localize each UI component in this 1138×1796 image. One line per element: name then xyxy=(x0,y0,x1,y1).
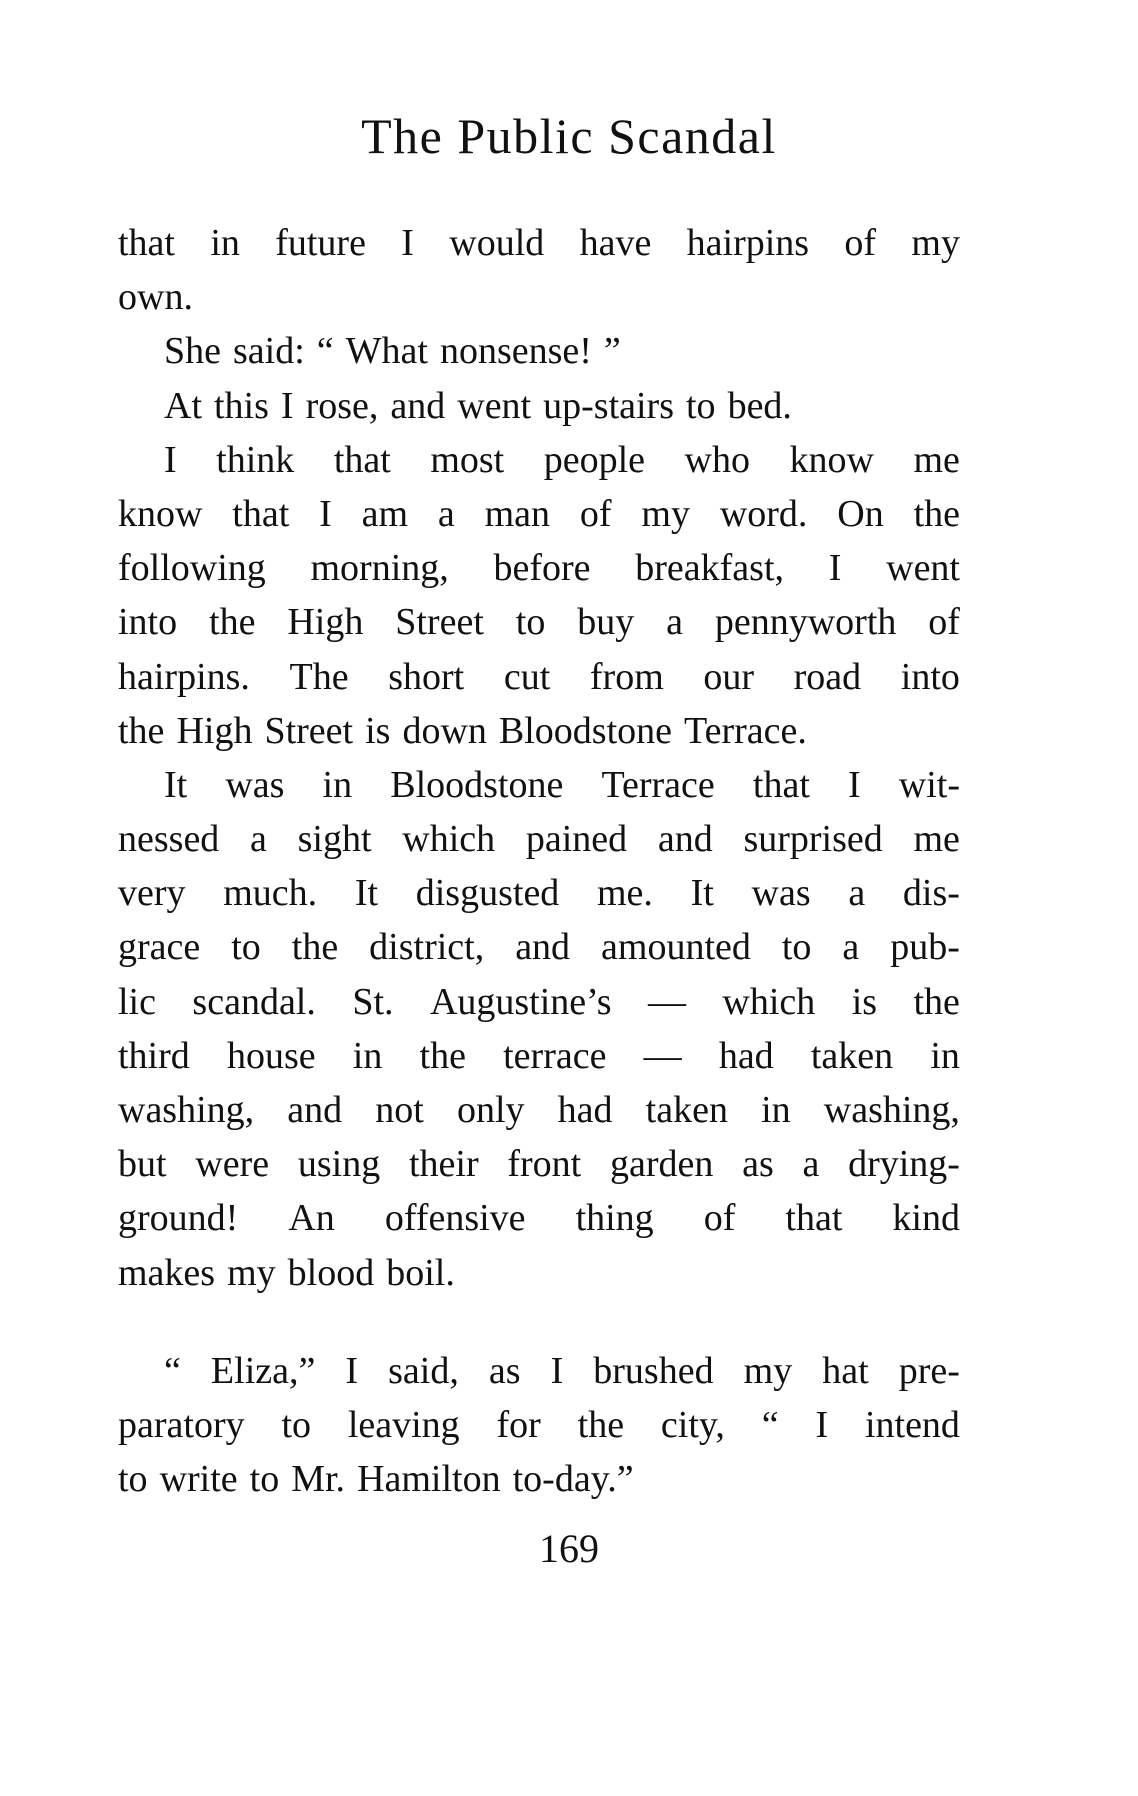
text-line xyxy=(118,324,960,378)
word: Terrace. xyxy=(684,709,807,752)
word: for xyxy=(496,1403,541,1446)
word: was xyxy=(225,763,285,806)
word: — xyxy=(643,1034,682,1077)
word: What xyxy=(345,330,428,373)
word: from xyxy=(589,655,664,698)
word: as xyxy=(742,1143,774,1186)
word: wit- xyxy=(898,763,960,806)
word: and xyxy=(657,818,713,861)
word: would xyxy=(449,222,545,264)
word: up-stairs xyxy=(543,384,674,427)
word: of xyxy=(579,492,612,535)
word: sight xyxy=(297,818,372,861)
word: lic xyxy=(118,980,156,1023)
text-line xyxy=(118,1029,960,1083)
text-line xyxy=(118,920,960,974)
word: very xyxy=(118,872,186,915)
word: the xyxy=(577,1403,625,1446)
text-line xyxy=(118,1083,960,1137)
word: the xyxy=(291,926,339,969)
word: It xyxy=(690,872,714,915)
word: nessed xyxy=(118,818,220,861)
word: brushed xyxy=(593,1349,714,1392)
word: boil. xyxy=(386,1251,455,1294)
word: to xyxy=(281,1403,311,1446)
word: not xyxy=(375,1089,424,1131)
word: that xyxy=(752,763,810,806)
word: St. xyxy=(352,980,394,1023)
paragraph xyxy=(118,433,960,758)
word: as xyxy=(488,1349,521,1392)
word: my xyxy=(743,1349,793,1392)
word: in xyxy=(352,1034,383,1077)
running-head: The Public Scandal xyxy=(361,108,777,164)
word: know xyxy=(789,438,874,481)
word: washing, xyxy=(823,1089,960,1131)
word: “ xyxy=(761,1403,779,1446)
word: the xyxy=(419,1034,466,1077)
word: this xyxy=(214,384,269,427)
word: a xyxy=(802,1143,820,1186)
word: house xyxy=(226,1034,316,1077)
word: nonsense! xyxy=(439,330,592,373)
word: pained xyxy=(525,818,628,861)
word: which xyxy=(722,980,816,1023)
word: were xyxy=(195,1143,270,1186)
word: I xyxy=(815,1403,829,1446)
word: High xyxy=(287,601,364,644)
word: using xyxy=(297,1143,381,1186)
word: the xyxy=(209,601,256,644)
word: of xyxy=(703,1197,736,1240)
word: that xyxy=(118,222,175,264)
word: grace xyxy=(118,926,201,969)
paragraph xyxy=(118,216,960,324)
word: was xyxy=(751,872,811,915)
text-line xyxy=(118,975,960,1029)
word: in xyxy=(210,222,240,264)
word: their xyxy=(408,1143,479,1186)
word: surprised xyxy=(743,818,883,861)
paragraph xyxy=(118,1344,960,1507)
word: in xyxy=(930,1034,960,1077)
word: to xyxy=(249,1458,280,1501)
text-line xyxy=(118,595,960,649)
text-line xyxy=(118,650,960,704)
word: I xyxy=(550,1349,564,1392)
word: future xyxy=(275,222,366,264)
word: to xyxy=(515,601,546,644)
word: went xyxy=(457,384,532,427)
word: makes xyxy=(118,1251,216,1294)
word: amounted xyxy=(601,926,751,969)
word: to xyxy=(118,1458,148,1501)
word: blood xyxy=(287,1251,375,1294)
word: At xyxy=(164,384,202,427)
word: ” xyxy=(603,330,621,373)
word: intend xyxy=(864,1403,960,1446)
word: that xyxy=(785,1197,843,1240)
word: Bloodstone xyxy=(390,763,564,806)
page-number: 169 xyxy=(539,1526,599,1571)
text-line xyxy=(118,812,960,866)
word: and xyxy=(515,926,571,969)
word: only xyxy=(456,1089,525,1131)
word: front xyxy=(507,1143,582,1186)
word: me. xyxy=(597,872,653,915)
word: down xyxy=(402,709,487,752)
word: Terrace xyxy=(601,763,715,806)
word: scandal. xyxy=(192,980,316,1023)
word: leaving xyxy=(347,1403,460,1446)
word: offensive xyxy=(384,1197,526,1240)
word: own. xyxy=(118,276,193,319)
word: She xyxy=(164,330,221,373)
word: our xyxy=(703,655,755,698)
body-text xyxy=(118,216,960,1506)
word: I xyxy=(345,1349,359,1392)
text-line xyxy=(118,487,960,541)
word: who xyxy=(684,438,750,481)
word: I xyxy=(848,763,861,806)
word: hairpins. xyxy=(118,655,250,698)
text-line xyxy=(118,758,960,812)
word: my xyxy=(641,492,690,535)
word: taken xyxy=(645,1089,728,1131)
word: garden xyxy=(609,1143,714,1186)
word: people xyxy=(543,438,646,481)
word: An xyxy=(288,1197,335,1240)
text-line xyxy=(118,866,960,920)
word: buy xyxy=(577,601,635,644)
word: The xyxy=(289,655,349,698)
text-line xyxy=(118,216,960,270)
paragraph xyxy=(118,758,960,1300)
word: is xyxy=(851,980,878,1023)
paragraph xyxy=(118,324,960,378)
text-line xyxy=(118,1137,960,1191)
word: into xyxy=(118,601,178,644)
text-line xyxy=(118,433,960,487)
word: most xyxy=(430,438,505,481)
word: my xyxy=(227,1251,276,1294)
word: I xyxy=(319,492,332,535)
word: a xyxy=(666,601,683,644)
word: It xyxy=(354,872,379,915)
word: that xyxy=(232,492,290,535)
word: washing, xyxy=(118,1089,255,1131)
word: On xyxy=(837,492,884,535)
word: the xyxy=(118,709,165,752)
word: district, xyxy=(369,926,485,969)
word: “ xyxy=(164,1349,181,1392)
word: said: xyxy=(233,330,305,373)
word: thing xyxy=(575,1197,654,1240)
word: is xyxy=(365,709,391,752)
word: had xyxy=(718,1034,774,1077)
word: Augustine’s xyxy=(429,980,612,1023)
word: hat xyxy=(822,1349,869,1392)
word: I xyxy=(280,384,294,427)
word: much. xyxy=(223,872,318,915)
word: word. xyxy=(719,492,808,535)
word: breakfast, xyxy=(635,547,785,590)
word: kind xyxy=(892,1197,960,1240)
word: to xyxy=(781,926,812,969)
text-line xyxy=(118,1344,960,1398)
word: me xyxy=(913,438,960,481)
word: that xyxy=(333,438,391,481)
word: I xyxy=(828,547,842,590)
word: in xyxy=(761,1089,791,1131)
word: High xyxy=(176,709,253,752)
word: a xyxy=(848,872,866,915)
text-line xyxy=(118,1452,960,1506)
word: pre- xyxy=(898,1349,960,1392)
word: “ xyxy=(316,330,334,373)
word: before xyxy=(493,547,591,590)
text-line xyxy=(118,270,960,324)
word: the xyxy=(913,492,960,535)
word: road xyxy=(793,655,862,698)
word: in xyxy=(322,763,353,806)
word: morning, xyxy=(310,547,449,590)
word: a xyxy=(250,818,267,861)
word: city, xyxy=(660,1403,725,1446)
paragraph xyxy=(118,379,960,433)
word: third xyxy=(118,1034,190,1077)
word: of xyxy=(928,601,960,644)
word: cut xyxy=(503,655,551,698)
word: drying- xyxy=(848,1143,960,1186)
word: Street xyxy=(264,709,354,752)
word: It xyxy=(164,763,188,806)
word: following xyxy=(118,547,266,590)
word: to-day.” xyxy=(512,1458,634,1501)
word: a xyxy=(437,492,455,535)
text-line xyxy=(118,704,960,758)
word: Bloodstone xyxy=(498,709,673,752)
word: and xyxy=(390,384,446,427)
word: short xyxy=(388,655,465,698)
word: which xyxy=(402,818,496,861)
word: to xyxy=(231,926,261,969)
word: the xyxy=(913,980,960,1023)
word: man xyxy=(484,492,551,535)
word: a xyxy=(842,926,860,969)
word: am xyxy=(361,492,409,535)
word: ground! xyxy=(118,1197,239,1240)
word: and xyxy=(287,1089,343,1131)
text-line xyxy=(118,1246,960,1300)
word: bed. xyxy=(727,384,792,427)
text-line xyxy=(118,1398,960,1452)
word: went xyxy=(886,547,960,590)
word: hairpins xyxy=(686,222,810,264)
word: paratory xyxy=(118,1403,245,1446)
word: Street xyxy=(395,601,484,644)
word: know xyxy=(118,492,203,535)
word: have xyxy=(579,222,652,264)
word: write xyxy=(159,1458,238,1501)
word: — xyxy=(647,980,686,1023)
word: think xyxy=(216,438,295,481)
word: pub- xyxy=(890,926,960,969)
word: taken xyxy=(810,1034,894,1077)
text-line xyxy=(118,1191,960,1245)
word: Mr. xyxy=(291,1458,346,1501)
word: I xyxy=(401,222,414,264)
word: my xyxy=(911,222,960,264)
word: into xyxy=(900,655,960,698)
word: me xyxy=(913,818,960,861)
word: to xyxy=(686,384,716,427)
text-line xyxy=(118,541,960,595)
word: I xyxy=(164,438,177,481)
word: Hamilton xyxy=(357,1458,501,1501)
word: said, xyxy=(388,1349,459,1392)
text-line xyxy=(118,379,960,433)
section-gap xyxy=(118,1300,960,1344)
word: disgusted xyxy=(415,872,560,915)
word: had xyxy=(557,1089,613,1131)
word: terrace xyxy=(503,1034,607,1077)
word: but xyxy=(118,1143,167,1186)
word: dis- xyxy=(902,872,960,915)
word: Eliza,” xyxy=(210,1349,316,1392)
word: pennyworth xyxy=(714,601,897,644)
word: rose, xyxy=(305,384,379,427)
word: of xyxy=(844,222,877,264)
